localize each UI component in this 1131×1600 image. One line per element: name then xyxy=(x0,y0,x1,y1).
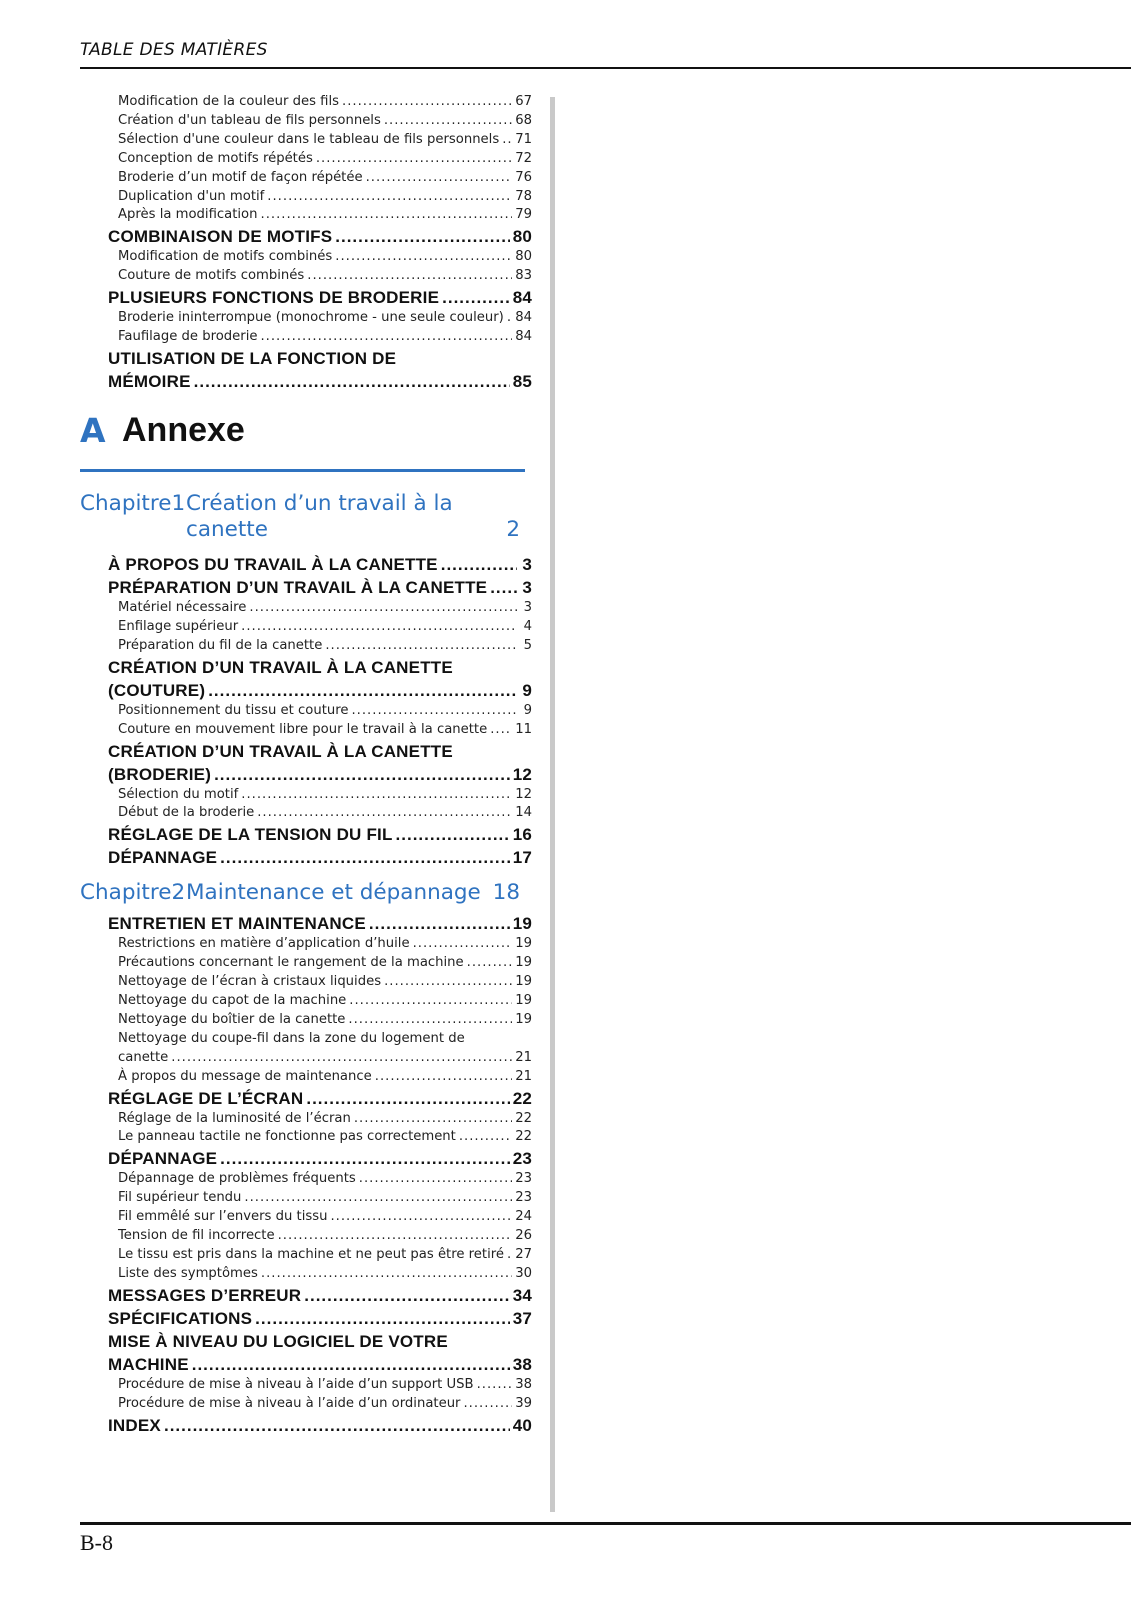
dot-leader xyxy=(354,1110,512,1129)
toc-entry-title: Duplication d'un motif xyxy=(118,188,265,204)
toc-section-entry[interactable] xyxy=(108,912,532,935)
toc-entry-title: RÉGLAGE DE L’ÉCRAN xyxy=(108,1088,304,1108)
annexe-title: Annexe xyxy=(122,410,245,449)
dot-leader xyxy=(208,679,517,702)
toc-subsection-entry[interactable] xyxy=(118,131,532,150)
toc-entry-page: 78 xyxy=(515,188,532,204)
dot-leader xyxy=(220,1147,510,1170)
toc-entry-title: DÉPANNAGE xyxy=(108,848,218,868)
dot-leader xyxy=(260,328,512,347)
toc-entry-title: Réglage de la luminosité de l’écran xyxy=(118,1110,351,1126)
toc-entry-page: 27 xyxy=(515,1247,532,1262)
toc-section-entry[interactable] xyxy=(108,763,532,786)
toc-entry-page: 38 xyxy=(515,1376,532,1392)
toc-entry-title: Procédure de mise à niveau à l’aide d’un ordinateur xyxy=(118,1395,461,1411)
toc-entry-page: 12 xyxy=(512,764,532,784)
dot-leader xyxy=(194,370,510,393)
toc-entry-page: 85 xyxy=(512,371,532,391)
toc-section-entry[interactable] xyxy=(108,286,532,309)
toc-entry-title: Nettoyage de l’écran à cristaux liquides xyxy=(118,974,382,990)
dot-leader xyxy=(490,576,517,599)
toc-entry-page: 84 xyxy=(515,310,532,326)
dot-leader xyxy=(278,1227,513,1246)
toc-entry-page: 23 xyxy=(515,1171,532,1187)
toc-entry-title: Procédure de mise à niveau à l’aide d’un support USB xyxy=(118,1376,474,1392)
toc-entry-page: 4 xyxy=(523,618,532,634)
toc-entry-page: 17 xyxy=(512,848,532,868)
toc-entry-title-line1: CRÉATION D’UN TRAVAIL À LA CANETTE xyxy=(108,657,453,677)
toc-entry-page: 9 xyxy=(523,702,532,718)
toc-entry-page: 21 xyxy=(515,1068,532,1084)
toc-entry-page: 84 xyxy=(515,329,532,345)
dot-leader xyxy=(306,1087,509,1110)
toc-section-entry[interactable] xyxy=(108,1147,532,1170)
toc-entry-title: Création d'un tableau de fils personnels xyxy=(118,112,381,128)
toc-entry-page: 21 xyxy=(515,1049,532,1065)
toc-entry-page: 23 xyxy=(512,1149,532,1169)
toc-entry-page: 34 xyxy=(512,1285,532,1305)
toc-entry-title: Nettoyage du boîtier de la canette xyxy=(118,1011,346,1027)
toc-subsection-entry[interactable] xyxy=(118,1011,532,1030)
chapter1-heading[interactable] xyxy=(80,491,532,549)
toc-entry-page: 30 xyxy=(515,1265,532,1281)
toc-entry-page: 9 xyxy=(522,680,532,700)
dot-leader xyxy=(214,763,510,786)
margin-bar xyxy=(550,97,555,1512)
toc-entry-title-line1: CRÉATION D’UN TRAVAIL À LA CANETTE xyxy=(108,741,453,761)
dot-leader xyxy=(349,992,512,1011)
toc-column xyxy=(80,93,532,1437)
toc-top-section xyxy=(80,93,532,393)
toc-subsection-entry[interactable] xyxy=(118,935,532,954)
toc-section-entry[interactable] xyxy=(108,1307,532,1330)
toc-subsection-entry[interactable] xyxy=(118,1189,532,1208)
toc-entry-page: 84 xyxy=(512,288,532,308)
toc-entry-page: 3 xyxy=(522,554,532,574)
toc-entry-page: 39 xyxy=(515,1395,532,1411)
dot-leader xyxy=(307,267,512,286)
toc-section-entry[interactable] xyxy=(108,576,532,599)
dot-leader xyxy=(241,618,517,637)
toc-entry-title: Matériel nécessaire xyxy=(118,599,247,615)
toc-entry-title: Faufilage de broderie xyxy=(118,329,258,345)
toc-section-entry[interactable] xyxy=(108,1087,532,1110)
toc-entry-title: Précautions concernant le rangement de la machine xyxy=(118,955,464,971)
toc-entry-title: Après la modification xyxy=(118,207,258,223)
toc-entry-page: 80 xyxy=(512,227,532,247)
annexe-rule xyxy=(80,469,525,472)
annexe-letter: A xyxy=(80,410,106,450)
toc-subsection-entry[interactable] xyxy=(118,721,532,740)
toc-section-entry[interactable] xyxy=(108,370,532,393)
toc-subsection-entry[interactable] xyxy=(118,1246,532,1265)
toc-entry-title: Conception de motifs répétés xyxy=(118,150,313,166)
toc-subsection-entry[interactable] xyxy=(118,1376,532,1395)
toc-subsection-entry[interactable] xyxy=(118,1049,532,1068)
dot-leader xyxy=(507,309,512,328)
toc-entry-page: 83 xyxy=(515,268,532,284)
toc-entry-page: 19 xyxy=(515,974,532,990)
toc-entry-title: Préparation du fil de la canette xyxy=(118,637,323,653)
dot-leader xyxy=(384,973,512,992)
toc-section-entry[interactable] xyxy=(108,1353,532,1376)
toc-subsection-entry[interactable] xyxy=(118,206,532,225)
chapter1-title-line2: canette xyxy=(186,516,268,542)
toc-entry-title: PRÉPARATION D’UN TRAVAIL À LA CANETTE xyxy=(108,577,488,597)
toc-subsection-entry[interactable] xyxy=(118,1068,532,1087)
dot-leader xyxy=(459,1128,512,1147)
toc-entry-title: Liste des symptômes xyxy=(118,1265,258,1281)
toc-subsection-entry[interactable] xyxy=(118,1265,532,1284)
dot-leader xyxy=(220,846,510,869)
dot-leader xyxy=(192,1353,510,1376)
chapter1-title-line1: Création d’un travail à la xyxy=(186,490,453,516)
toc-entry-title: PLUSIEURS FONCTIONS DE BRODERIE xyxy=(108,288,440,308)
toc-entry-title: Sélection d'une couleur dans le tableau de fils personnels xyxy=(118,131,500,147)
toc-entry-title: Tension de fil incorrecte xyxy=(118,1228,275,1244)
toc-subsection-entry[interactable] xyxy=(118,804,532,823)
toc-entry-title: Le tissu est pris dans la machine et ne peut pas être retiré xyxy=(118,1247,504,1262)
toc-subsection-entry[interactable] xyxy=(118,702,532,721)
dot-leader xyxy=(369,912,510,935)
toc-entry-title: Dépannage de problèmes fréquents xyxy=(118,1171,356,1187)
toc-entry-title: Broderie d’un motif de façon répétée xyxy=(118,169,363,185)
toc-entry-page: 19 xyxy=(515,936,532,952)
toc-section-entry[interactable] xyxy=(108,1284,532,1307)
toc-entry-title: MACHINE xyxy=(108,1354,189,1374)
toc-entry-title: (BRODERIE) xyxy=(108,764,212,784)
toc-subsection-entry[interactable] xyxy=(118,1208,532,1227)
toc-subsection-entry[interactable] xyxy=(118,618,532,637)
toc-entry-page: 40 xyxy=(512,1415,532,1435)
toc-subsection-entry[interactable] xyxy=(118,637,532,656)
chapter2-heading[interactable] xyxy=(80,880,532,910)
toc-entry-page: 79 xyxy=(515,207,532,223)
chapter1-entries xyxy=(80,553,532,869)
chapter1-prefix: Chapitre1 xyxy=(80,490,186,516)
toc-entry-page: 37 xyxy=(512,1308,532,1328)
toc-entry-title: SPÉCIFICATIONS xyxy=(108,1308,253,1328)
toc-entry-page: 38 xyxy=(512,1354,532,1374)
toc-subsection-entry[interactable] xyxy=(118,954,532,973)
toc-section-entry[interactable] xyxy=(108,846,532,869)
dot-leader xyxy=(335,248,512,267)
dot-leader xyxy=(335,225,509,248)
dot-leader xyxy=(396,823,510,846)
toc-entry-title: DÉPANNAGE xyxy=(108,1149,218,1169)
toc-entry-page: 19 xyxy=(512,914,532,934)
toc-subsection-entry[interactable] xyxy=(118,169,532,188)
toc-entry-title: Nettoyage du capot de la machine xyxy=(118,993,347,1009)
toc-entry-title: ENTRETIEN ET MAINTENANCE xyxy=(108,914,366,934)
dot-leader xyxy=(316,150,512,169)
toc-entry-page: 16 xyxy=(512,825,532,845)
toc-subsection-entry[interactable] xyxy=(118,599,532,618)
toc-subsection-entry[interactable] xyxy=(118,267,532,286)
dot-leader xyxy=(257,804,512,823)
toc-subsection-entry[interactable] xyxy=(118,973,532,992)
toc-entry-page: 24 xyxy=(515,1209,532,1225)
toc-entry-title: INDEX xyxy=(108,1415,161,1435)
toc-entry-page: 12 xyxy=(515,786,532,802)
toc-entry-page: 76 xyxy=(515,169,532,185)
dot-leader xyxy=(342,93,512,112)
toc-entry-page: 3 xyxy=(523,599,532,615)
dot-leader xyxy=(348,1011,512,1030)
dot-leader xyxy=(413,935,513,954)
toc-section-entry[interactable] xyxy=(108,1414,532,1437)
toc-subsection-entry[interactable] xyxy=(118,150,532,169)
toc-entry-page: 67 xyxy=(515,94,532,109)
toc-subsection-entry[interactable] xyxy=(118,1227,532,1246)
dot-leader xyxy=(261,1265,512,1284)
dot-leader xyxy=(244,1189,512,1208)
toc-entry-page: 14 xyxy=(515,805,532,821)
toc-entry-page: 3 xyxy=(522,577,532,597)
toc-entry-title: Modification de motifs combinés xyxy=(118,249,333,265)
annexe-heading xyxy=(80,411,532,481)
toc-entry-page: 80 xyxy=(515,249,532,265)
toc-entry-page: 71 xyxy=(515,131,532,147)
toc-entry-page: 72 xyxy=(515,150,532,166)
dot-leader xyxy=(467,954,513,973)
chapter2-page: 18 xyxy=(492,880,520,906)
chapter1-page: 2 xyxy=(506,516,520,542)
toc-entry-title: MÉMOIRE xyxy=(108,371,191,391)
toc-entry-title: Le panneau tactile ne fonctionne pas correctement xyxy=(118,1129,456,1145)
toc-entry-page: 5 xyxy=(523,637,532,653)
dot-leader xyxy=(164,1414,510,1437)
dot-leader xyxy=(502,131,512,150)
toc-entry-title: Sélection du motif xyxy=(118,786,239,802)
toc-entry-page: 19 xyxy=(515,1011,532,1027)
dot-leader xyxy=(507,1246,512,1265)
toc-subsection-entry[interactable] xyxy=(118,328,532,347)
dot-leader xyxy=(267,188,512,207)
running-header: TABLE DES MATIÈRES xyxy=(80,40,268,60)
toc-entry-page: 23 xyxy=(515,1190,532,1206)
toc-subsection-entry[interactable] xyxy=(118,112,532,131)
toc-entry-title: Positionnement du tissu et couture xyxy=(118,702,349,718)
dot-leader xyxy=(351,702,517,721)
toc-entry-page: 26 xyxy=(515,1228,532,1244)
toc-subsection-entry[interactable] xyxy=(118,992,532,1011)
toc-subsection-entry[interactable] xyxy=(118,93,532,112)
toc-entry-title-line1: UTILISATION DE LA FONCTION DE xyxy=(108,348,397,368)
toc-section-entry[interactable] xyxy=(108,553,532,576)
toc-entry-title: Enfilage supérieur xyxy=(118,618,239,634)
dot-leader xyxy=(304,1284,509,1307)
toc-subsection-entry[interactable] xyxy=(118,1128,532,1147)
toc-entry-page: 19 xyxy=(515,993,532,1009)
toc-entry-title: COMBINAISON DE MOTIFS xyxy=(108,227,333,247)
dot-leader xyxy=(261,206,513,225)
toc-entry-title: Broderie ininterrompue (monochrome - une seule couleur) xyxy=(118,310,504,326)
dot-leader xyxy=(490,721,512,740)
toc-subsection-entry[interactable] xyxy=(118,1170,532,1189)
toc-entry-title: MESSAGES D’ERREUR xyxy=(108,1285,302,1305)
toc-entry-title: canette xyxy=(118,1049,169,1065)
dot-leader xyxy=(441,553,517,576)
toc-entry-page: 22 xyxy=(512,1088,532,1108)
dot-leader xyxy=(241,786,512,805)
toc-entry-title: Modification de la couleur des fils xyxy=(118,94,340,109)
dot-leader xyxy=(384,112,512,131)
toc-entry-title-line1: Nettoyage du coupe-fil dans la zone du logement de xyxy=(118,1030,465,1046)
toc-entry-page: 11 xyxy=(515,721,532,737)
toc-entry-page: 22 xyxy=(515,1110,532,1126)
toc-entry-title: Couture en mouvement libre pour le travail à la canette xyxy=(118,721,488,737)
toc-subsection-entry[interactable] xyxy=(118,248,532,267)
toc-entry-title-line1: MISE À NIVEAU DU LOGICIEL DE VOTRE xyxy=(108,1331,448,1351)
toc-subsection-entry[interactable] xyxy=(118,786,532,805)
dot-leader xyxy=(375,1068,512,1087)
toc-entry-title: Fil supérieur tendu xyxy=(118,1190,242,1206)
dot-leader xyxy=(366,169,513,188)
toc-subsection-entry[interactable] xyxy=(118,309,532,328)
page-number: B-8 xyxy=(80,1530,113,1555)
dot-leader xyxy=(477,1376,513,1395)
dot-leader xyxy=(330,1208,512,1227)
toc-section-entry[interactable] xyxy=(108,225,532,248)
toc-entry-title: (COUTURE) xyxy=(108,680,206,700)
toc-entry-page: 19 xyxy=(515,955,532,971)
toc-entry-title: À propos du message de maintenance xyxy=(118,1068,372,1084)
toc-entry-title: Début de la broderie xyxy=(118,805,255,821)
toc-entry-title: Restrictions en matière d’application d’huile xyxy=(118,936,410,952)
toc-subsection-entry[interactable] xyxy=(118,1110,532,1129)
footer-rule xyxy=(80,1522,1131,1525)
toc-entry-page: 68 xyxy=(515,112,532,128)
toc-entry-page: 22 xyxy=(515,1129,532,1145)
toc-entry-title: Couture de motifs combinés xyxy=(118,268,305,284)
dot-leader xyxy=(359,1170,512,1189)
chapter2-prefix: Chapitre2 xyxy=(80,880,186,906)
toc-subsection-entry[interactable] xyxy=(118,1395,532,1414)
dot-leader xyxy=(255,1307,510,1330)
chapter2-entries xyxy=(80,912,532,1436)
toc-subsection-entry[interactable] xyxy=(118,188,532,207)
toc-entry-title: À PROPOS DU TRAVAIL À LA CANETTE xyxy=(108,554,438,574)
header-rule xyxy=(80,67,1131,69)
dot-leader xyxy=(249,599,517,618)
dot-leader xyxy=(325,637,517,656)
toc-entry-title: Fil emmêlé sur l’envers du tissu xyxy=(118,1209,328,1225)
toc-entry-title: RÉGLAGE DE LA TENSION DU FIL xyxy=(108,825,393,845)
dot-leader xyxy=(442,286,510,309)
dot-leader xyxy=(463,1395,512,1414)
toc-section-entry[interactable] xyxy=(108,823,532,846)
dot-leader xyxy=(171,1049,512,1068)
chapter2-title: Maintenance et dépannage xyxy=(186,880,481,906)
toc-section-entry[interactable] xyxy=(108,679,532,702)
